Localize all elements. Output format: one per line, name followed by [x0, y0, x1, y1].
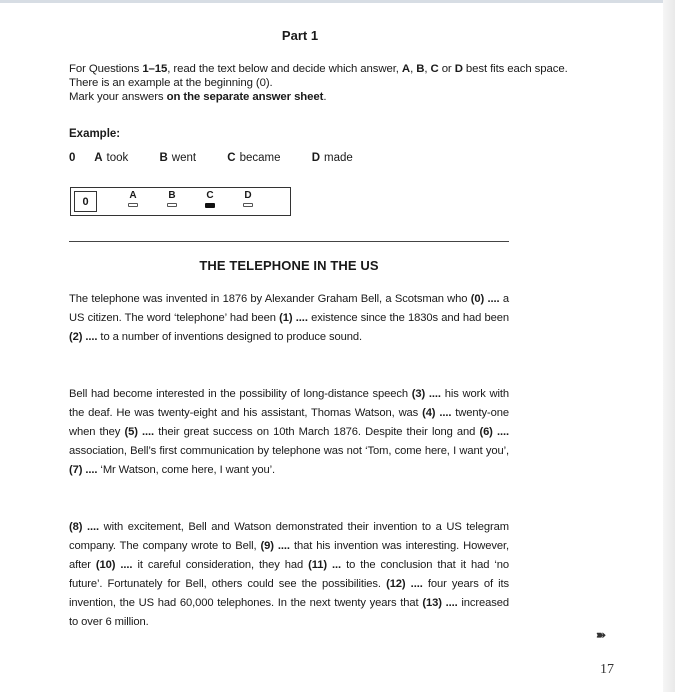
example-option-c: C became: [227, 152, 281, 164]
passage-paragraph-2: Bell had become interested in the possibility of long-distance speech (3) .... his work with the deaf. He was twenty-eight and his assistant, Thomas Watson, was (4) .... twenty-one when they (5) .... their great success on 10th March 1876. Despite their long and (6) .... association, Bell’s first communication by telephone was not ‘Tom, come here, I want you’, (7) .... ‘Mr Watson, come here, I want you’.: [69, 388, 510, 476]
page-number: 17: [600, 662, 614, 677]
instructions: For Questions 1–15, read the text below and decide which answer, A, B, C or D best fits each space. There is an example at the beginning (0). Mark your answers on the separate answer sheet.: [69, 63, 568, 103]
passage-title: THE TELEPHONE IN THE US: [199, 258, 379, 273]
bubble-empty-icon: [167, 203, 177, 207]
example-option-d: D made: [311, 152, 353, 164]
example-option-a: A took: [94, 152, 129, 164]
passage-paragraph-1: The telephone was invented in 1876 by Alexander Graham Bell, a Scotsman who (0) .... a US citizen. The word ‘telephone’ had been (1) .... existence since the 1830s and had been (2) .... to a number of inventions designed to produce sound.: [69, 293, 509, 343]
answer-bubble-c: C: [203, 190, 217, 208]
answer-bubble-a: A: [126, 190, 140, 207]
part-title: Part 1: [281, 28, 319, 43]
divider: [69, 241, 509, 242]
bubble-empty-icon: [128, 203, 138, 207]
example-options: [69, 152, 381, 164]
answer-bubble-d: D: [241, 190, 255, 207]
answer-box-number: 0: [74, 191, 97, 212]
page-edge-shadow: [663, 0, 675, 692]
passage-paragraph-3: (8) .... with excitement, Bell and Watson demonstrated their invention to a US telegram company. The company wrote to Bell, (9) .... that his invention was interesting. However, after (10) .... it careful consideration, they had (11) ... to the conclusion that it had ‘no future’. Fortunately for Bell, others could see the possibilities. (12) .... four years of its invention, the US had 60,000 telephones. In the next twenty years that (13) .... increased to over 6 million.: [69, 521, 510, 628]
example-question-number: 0: [69, 152, 76, 164]
example-option-b: B went: [159, 152, 197, 164]
bubble-empty-icon: [243, 203, 253, 207]
continue-arrow-icon: ➽: [596, 628, 607, 642]
bubble-filled-icon: [205, 203, 215, 208]
example-answer-box: [70, 187, 291, 216]
answer-bubble-b: B: [165, 190, 179, 207]
example-label: Example:: [69, 128, 121, 140]
